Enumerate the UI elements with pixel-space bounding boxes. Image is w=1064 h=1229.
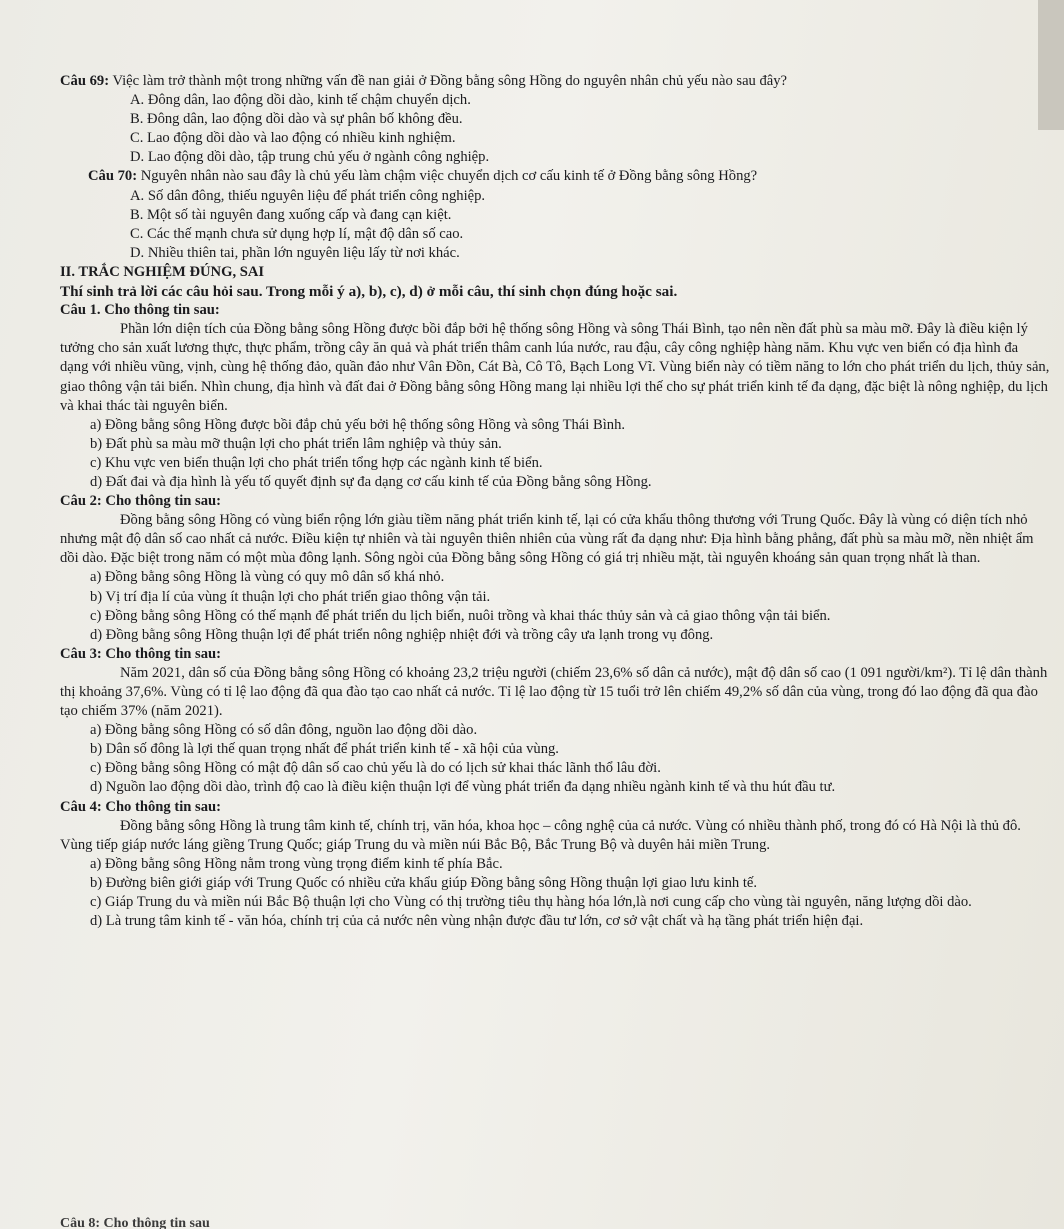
question-69-text: Việc làm trở thành một trong những vấn đề nan giải ở Đồng bằng sông Hồng do nguyên nhân chủ yếu nào sau đây? (112, 73, 788, 89)
cau-4-item-b: b) Đường biên giới giáp với Trung Quốc có nhiều cửa khẩu giúp Đồng bằng sông Hồng thuận lợi giao lưu kinh tế. (90, 874, 758, 891)
document-content (60, 72, 1050, 931)
cau-2-item-d: d) Đồng bằng sông Hồng thuận lợi để phát triển nông nghiệp nhiệt đới và trồng cây ưa lạnh trong vụ đông. (90, 626, 714, 643)
question-69-label: Câu 69: (60, 73, 110, 89)
q69-option-c: C. Lao động dồi dào và lao động có nhiều kinh nghiệm. (130, 130, 456, 147)
section-heading: II. TRẮC NGHIỆM ĐÚNG, SAI (60, 263, 265, 280)
cau-2-label: Câu 2: Cho thông tin sau: (60, 493, 221, 510)
q69-option-b: B. Đông dân, lao động dồi dào và sự phân bố không đều. (130, 111, 463, 128)
q69-option-a: A. Đông dân, lao động dồi dào, kinh tế chậm chuyển dịch. (130, 92, 471, 109)
cau-1-item-d: d) Đất đai và địa hình là yếu tố quyết định sự đa dạng cơ cấu kinh tế của Đồng bằng sông Hồng. (90, 473, 652, 490)
cau-3-item-c: c) Đồng bằng sông Hồng có mật độ dân số cao chủ yếu là do có lịch sử khai thác lãnh thổ lâu đời. (90, 760, 661, 777)
cau-4-item-c: c) Giáp Trung du và miền núi Bắc Bộ thuận lợi cho Vùng có thị trường tiêu thụ hàng hóa lớn,là nơi cung cấp cho vùng tài nguyên, năng lượng dồi dào. (90, 894, 972, 911)
cau-2-passage: Đồng bằng sông Hồng có vùng biển rộng lớn giàu tiềm năng phát triển kinh tế, lại có cửa khẩu thông thương với Trung Quốc. Đây là vùng có diện tích nhỏ nhưng mật độ dân số cao nhất cả nước. Điều kiện tự nhiên và tài nguyên thiên nhiên của vùng rất đa dạng như: Địa hình bằng phẳng, đất phù sa màu mỡ, nền nhiệt ẩm dồi dào. Đặc biệt trong năm có một mùa đông lạnh. Sông ngòi của Đồng bằng sông Hồng có giá trị nhiều mặt, tài nguyên khoáng sản quan trọng nhất là than. (60, 512, 1034, 567)
cau-4-label: Câu 4: Cho thông tin sau: (60, 798, 221, 815)
section-instruction: Thí sinh trả lời các câu hỏi sau. Trong mỗi ý a), b), c), d) ở mỗi câu, thí sinh chọn đúng hoặc sai. (60, 283, 678, 301)
cau-2-item-b: b) Vị trí địa lí của vùng ít thuận lợi cho phát triển giao thông vận tải. (90, 588, 491, 605)
q69-option-d: D. Lao động dồi dào, tập trung chủ yếu ở ngành công nghiệp. (130, 149, 490, 166)
cau-2-item-c: c) Đồng bằng sông Hồng có thế mạnh để phát triển du lịch biển, nuôi trồng và khai thác thủy sản và cả giao thông vận tải biển. (90, 607, 831, 624)
q70-option-d: D. Nhiều thiên tai, phần lớn nguyên liệu lấy từ nơi khác. (130, 244, 460, 261)
cau-1-label: Câu 1. Cho thông tin sau: (60, 302, 220, 319)
cau-1-item-c: c) Khu vực ven biển thuận lợi cho phát triển tổng hợp các ngành kinh tế biển. (90, 454, 543, 471)
cau-1-passage: Phần lớn diện tích của Đồng bằng sông Hồng được bồi đắp bởi hệ thống sông Hồng và sông Thái Bình, tạo nên nền đất phù sa màu mỡ. Đây là điều kiện lý tưởng cho sản xuất lương thực, thực phẩm, trồng cây ăn quả và phát triển thâm canh lúa nước, rau đậu, cây công nghiệp hàng năm. Khu vực ven biển có địa hình đa dạng với nhiều vũng, vịnh, cùng hệ thống đảo, quần đảo như Vân Đồn, Cát Bà, Cô Tô, Bạch Long Vĩ. Vùng biển này có tiềm năng to lớn cho phát triển du lịch, thủy sản, giao thông vận tải biển. Nhìn chung, địa hình và đất đai ở Đồng bằng sông Hồng mang lại nhiều lợi thế cho sự phát triển kinh tế đa dạng, đặc biệt là nông nghiệp, du lịch và khai thác tài nguyên biển. (60, 321, 1050, 414)
question-70 (60, 167, 1050, 186)
cau-3-item-d: d) Nguồn lao động dồi dào, trình độ cao là điều kiện thuận lợi để vùng phát triển đa dạng nhiều ngành kinh tế và thu hút đầu tư. (90, 779, 836, 796)
cau-4-passage: Đồng bằng sông Hồng là trung tâm kinh tế, chính trị, văn hóa, khoa học – công nghệ của cả nước. Vùng có nhiều thành phố, trong đó có Hà Nội là thủ đô. Vùng tiếp giáp nước láng giềng Trung Quốc; giáp Trung du và miền núi Bắc Bộ, Bắc Trung Bộ và duyên hải miền Trung. (60, 817, 1021, 853)
cau-1-item-a: a) Đồng bằng sông Hồng được bồi đắp chủ yếu bởi hệ thống sông Hồng và sông Thái Bình. (90, 416, 626, 433)
cau-3-passage: Năm 2021, dân số của Đồng bằng sông Hồng có khoảng 23,2 triệu người (chiếm 23,6% số dân cả nước), mật độ dân số cao (1 091 người/km²). Tỉ lệ dân thành thị khoảng 37,6%. Vùng có tỉ lệ lao động đã qua đào tạo cao nhất cả nước. Tỉ lệ lao động từ 15 tuổi trở lên chiếm 49,2% số dân của vùng, trong đó lao động đã qua đào tạo chiếm 37% (năm 2021). (60, 664, 1048, 720)
cau-2-item-a: a) Đồng bằng sông Hồng là vùng có quy mô dân số khá nhỏ. (90, 569, 445, 586)
cau-4-item-d: d) Là trung tâm kinh tế - văn hóa, chính trị của cả nước nên vùng nhận được đầu tư lớn, cơ sở vật chất và hạ tầng phát triển hiện đại. (90, 913, 864, 930)
q70-option-b: B. Một số tài nguyên đang xuống cấp và đang cạn kiệt. (130, 206, 452, 223)
cau-3-item-a: a) Đồng bằng sông Hồng có số dân đông, nguồn lao động dồi dào. (90, 722, 478, 739)
question-69 (60, 72, 1050, 91)
cut-off-next-question: Câu 8: Cho thông tin sau (60, 1216, 210, 1229)
question-70-text: Nguyên nhân nào sau đây là chủ yếu làm chậm việc chuyển dịch cơ cấu kinh tế ở Đồng bằng sông Hồng? (140, 168, 758, 185)
cau-3-item-b: b) Dân số đông là lợi thế quan trọng nhất để phát triển kinh tế - xã hội của vùng. (90, 741, 559, 758)
q70-option-c: C. Các thế mạnh chưa sử dụng hợp lí, mật độ dân số cao. (130, 225, 464, 242)
cau-4-item-a: a) Đồng bằng sông Hồng nằm trong vùng trọng điểm kinh tế phía Bắc. (90, 855, 503, 872)
q70-option-a: A. Số dân đông, thiếu nguyên liệu để phát triển công nghiệp. (130, 187, 486, 204)
cau-3-label: Câu 3: Cho thông tin sau: (60, 645, 221, 662)
cau-1-item-b: b) Đất phù sa màu mỡ thuận lợi cho phát triển lâm nghiệp và thủy sản. (90, 435, 502, 452)
question-70-label: Câu 70: (88, 168, 138, 185)
